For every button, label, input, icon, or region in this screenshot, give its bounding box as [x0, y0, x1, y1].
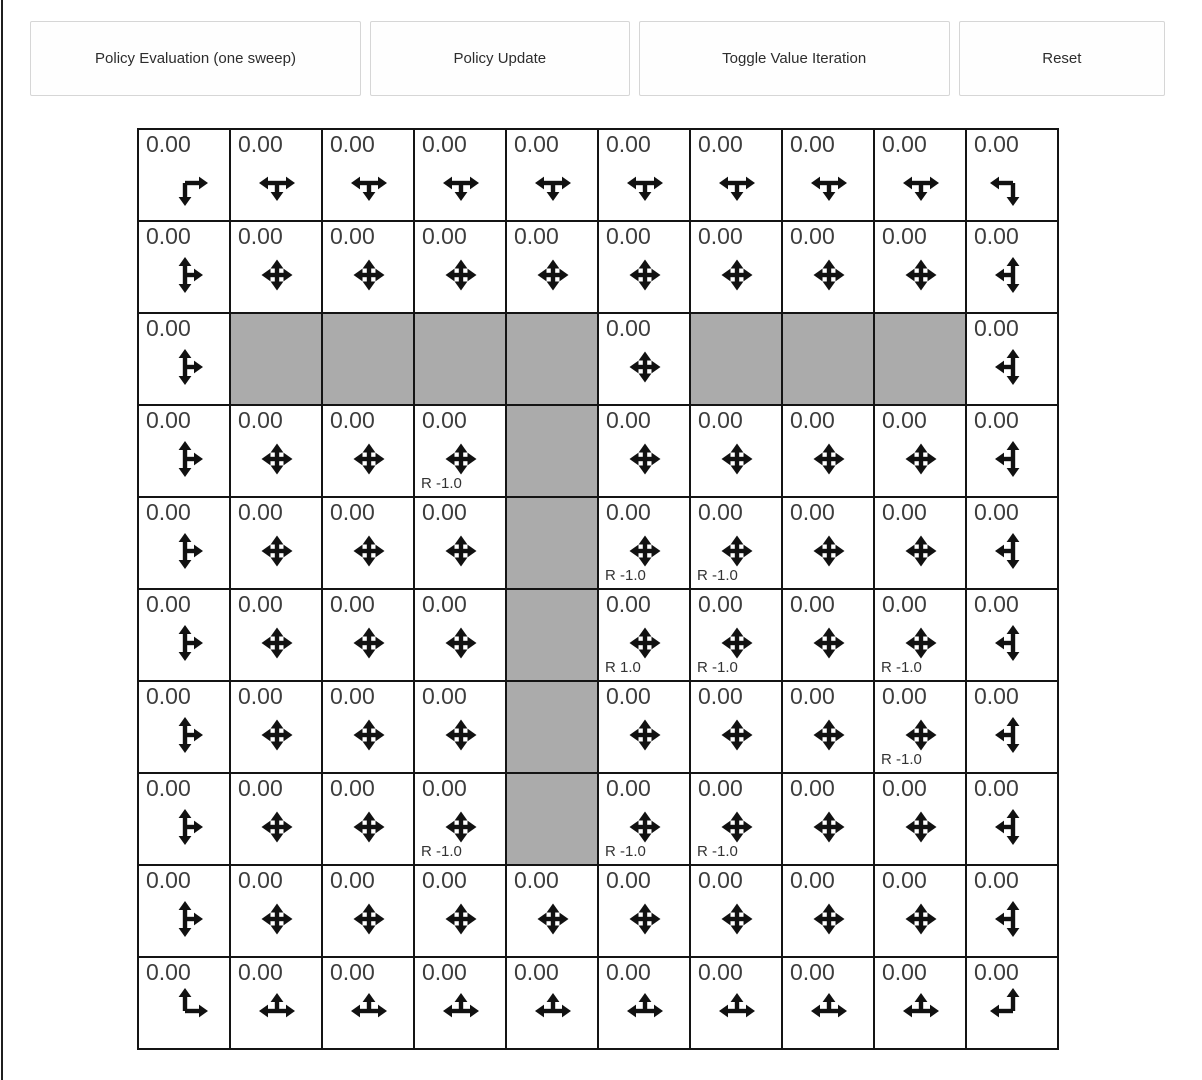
cell-value: 0.00 [514, 223, 559, 249]
policy-arrows-icon [431, 153, 491, 213]
grid-cell [874, 681, 966, 773]
cell-value: 0.00 [606, 591, 651, 617]
policy-arrows-icon [983, 981, 1043, 1041]
cell-value: 0.00 [514, 959, 559, 985]
policy-arrows-icon [155, 889, 215, 949]
policy-arrows-icon [339, 429, 399, 489]
cell-value: 0.00 [698, 407, 743, 433]
policy-arrows-icon [523, 889, 583, 949]
cell-value: 0.00 [146, 867, 191, 893]
cell-value: 0.00 [882, 867, 927, 893]
policy-arrows-icon [155, 153, 215, 213]
grid-cell [690, 957, 782, 1049]
cell-value: 0.00 [146, 315, 191, 341]
grid-cell [138, 129, 230, 221]
policy-arrows-icon [891, 797, 951, 857]
cell-value: 0.00 [422, 223, 467, 249]
policy-arrows-icon [339, 889, 399, 949]
grid-cell [966, 221, 1058, 313]
policy-arrows-icon [339, 613, 399, 673]
cell-value: 0.00 [238, 959, 283, 985]
cell-value: 0.00 [974, 591, 1019, 617]
policy-arrows-icon [523, 981, 583, 1041]
grid-cell [874, 589, 966, 681]
cell-value: 0.00 [422, 131, 467, 157]
policy-arrows-icon [155, 613, 215, 673]
cell-value: 0.00 [882, 591, 927, 617]
cell-value: 0.00 [238, 131, 283, 157]
grid-cell [782, 589, 874, 681]
cell-value: 0.00 [238, 591, 283, 617]
grid-cell [690, 681, 782, 773]
cell-value: 0.00 [606, 407, 651, 433]
policy-arrows-icon [339, 521, 399, 581]
policy-arrows-icon [247, 245, 307, 305]
grid-cell [690, 405, 782, 497]
cell-value: 0.00 [974, 315, 1019, 341]
cell-reward-label: R -1.0 [605, 843, 646, 860]
cell-value: 0.00 [330, 131, 375, 157]
toggle-value-iteration-button[interactable]: Toggle Value Iteration [639, 21, 950, 96]
grid-cell [598, 681, 690, 773]
grid-cell-wall [506, 589, 598, 681]
cell-value: 0.00 [882, 223, 927, 249]
grid-cell [414, 497, 506, 589]
policy-arrows-icon [891, 153, 951, 213]
grid-cell [782, 129, 874, 221]
policy-arrows-icon [431, 613, 491, 673]
grid-cell [966, 497, 1058, 589]
cell-value: 0.00 [146, 131, 191, 157]
cell-value: 0.00 [606, 499, 651, 525]
grid-cell-wall [506, 681, 598, 773]
grid-cell-wall [506, 313, 598, 405]
cell-reward-label: R 1.0 [605, 659, 641, 676]
policy-arrows-icon [799, 981, 859, 1041]
cell-value: 0.00 [790, 683, 835, 709]
policy-arrows-icon [891, 889, 951, 949]
grid-cell [966, 865, 1058, 957]
policy-arrows-icon [247, 429, 307, 489]
cell-value: 0.00 [974, 131, 1019, 157]
cell-value: 0.00 [882, 959, 927, 985]
grid-cell-wall [506, 405, 598, 497]
grid-cell [598, 129, 690, 221]
grid-cell [230, 681, 322, 773]
cell-value: 0.00 [238, 775, 283, 801]
grid-cell [782, 773, 874, 865]
policy-arrows-icon [891, 245, 951, 305]
cell-value: 0.00 [238, 683, 283, 709]
policy-arrows-icon [431, 981, 491, 1041]
grid-cell [506, 129, 598, 221]
policy-arrows-icon [155, 337, 215, 397]
cell-value: 0.00 [514, 867, 559, 893]
grid-cell [966, 681, 1058, 773]
policy-arrows-icon [523, 153, 583, 213]
cell-value: 0.00 [698, 959, 743, 985]
cell-reward-label: R -1.0 [881, 659, 922, 676]
policy-arrows-icon [799, 613, 859, 673]
cell-value: 0.00 [606, 223, 651, 249]
toolbar [30, 21, 1165, 96]
cell-value: 0.00 [790, 591, 835, 617]
policy-arrows-icon [615, 429, 675, 489]
cell-value: 0.00 [790, 775, 835, 801]
grid-cell [230, 773, 322, 865]
grid-cell [230, 865, 322, 957]
grid-cell [782, 957, 874, 1049]
grid-cell [322, 405, 414, 497]
cell-value: 0.00 [330, 223, 375, 249]
grid-cell [782, 221, 874, 313]
cell-reward-label: R -1.0 [605, 567, 646, 584]
cell-value: 0.00 [422, 775, 467, 801]
cell-value: 0.00 [146, 683, 191, 709]
policy-arrows-icon [983, 245, 1043, 305]
grid-cell [414, 221, 506, 313]
policy-arrows-icon [983, 797, 1043, 857]
grid-cell [322, 129, 414, 221]
policy-arrows-icon [799, 705, 859, 765]
cell-value: 0.00 [790, 867, 835, 893]
cell-reward-label: R -1.0 [697, 567, 738, 584]
grid-cell [138, 589, 230, 681]
policy-arrows-icon [155, 705, 215, 765]
cell-value: 0.00 [698, 591, 743, 617]
cell-value: 0.00 [330, 867, 375, 893]
grid-cell [966, 589, 1058, 681]
cell-value: 0.00 [790, 131, 835, 157]
grid-cell [598, 405, 690, 497]
policy-arrows-icon [155, 521, 215, 581]
policy-arrows-icon [247, 153, 307, 213]
window-edge-line [1, 0, 3, 1080]
cell-value: 0.00 [790, 499, 835, 525]
cell-value: 0.00 [422, 867, 467, 893]
grid-cell [782, 405, 874, 497]
grid-cell [414, 129, 506, 221]
grid-cell [690, 221, 782, 313]
grid-cell-wall [874, 313, 966, 405]
cell-value: 0.00 [698, 775, 743, 801]
cell-value: 0.00 [330, 407, 375, 433]
cell-reward-label: R -1.0 [697, 843, 738, 860]
cell-value: 0.00 [422, 959, 467, 985]
policy-arrows-icon [247, 613, 307, 673]
cell-value: 0.00 [698, 131, 743, 157]
policy-arrows-icon [707, 245, 767, 305]
cell-value: 0.00 [146, 499, 191, 525]
grid-cell [322, 221, 414, 313]
grid-cell [138, 313, 230, 405]
cell-value: 0.00 [606, 683, 651, 709]
grid-cell [874, 221, 966, 313]
grid-cell [782, 865, 874, 957]
grid-cell [966, 129, 1058, 221]
cell-value: 0.00 [514, 131, 559, 157]
cell-value: 0.00 [882, 131, 927, 157]
policy-arrows-icon [155, 429, 215, 489]
cell-value: 0.00 [330, 959, 375, 985]
grid-cell [138, 681, 230, 773]
grid-cell-wall [690, 313, 782, 405]
grid-cell [690, 497, 782, 589]
policy-arrows-icon [799, 429, 859, 489]
grid-cell [598, 957, 690, 1049]
grid-cell [138, 865, 230, 957]
grid-cell [322, 681, 414, 773]
grid-cell [966, 773, 1058, 865]
policy-arrows-icon [707, 705, 767, 765]
cell-value: 0.00 [790, 223, 835, 249]
cell-value: 0.00 [882, 407, 927, 433]
policy-arrows-icon [799, 889, 859, 949]
policy-arrows-icon [799, 153, 859, 213]
cell-value: 0.00 [422, 499, 467, 525]
policy-arrows-icon [247, 705, 307, 765]
grid-cell [322, 957, 414, 1049]
grid-cell-wall [782, 313, 874, 405]
grid-cell [230, 497, 322, 589]
grid-cell [230, 405, 322, 497]
grid-cell [138, 497, 230, 589]
cell-value: 0.00 [606, 315, 651, 341]
grid-cell [230, 957, 322, 1049]
policy-arrows-icon [247, 981, 307, 1041]
cell-value: 0.00 [146, 775, 191, 801]
policy-arrows-icon [983, 613, 1043, 673]
cell-value: 0.00 [606, 867, 651, 893]
policy-arrows-icon [615, 705, 675, 765]
grid-cell [598, 773, 690, 865]
cell-value: 0.00 [606, 775, 651, 801]
cell-value: 0.00 [974, 867, 1019, 893]
grid-cell [322, 497, 414, 589]
grid-cell [598, 313, 690, 405]
policy-arrows-icon [983, 337, 1043, 397]
policy-arrows-icon [431, 521, 491, 581]
grid-cell [874, 129, 966, 221]
cell-value: 0.00 [238, 407, 283, 433]
grid-cell-wall [414, 313, 506, 405]
cell-value: 0.00 [422, 683, 467, 709]
cell-value: 0.00 [238, 223, 283, 249]
grid-cell [414, 589, 506, 681]
policy-evaluation-button[interactable]: Policy Evaluation (one sweep) [30, 21, 361, 96]
grid-cell [598, 497, 690, 589]
grid-cell [322, 865, 414, 957]
gridworld [137, 128, 1059, 1050]
cell-value: 0.00 [330, 591, 375, 617]
policy-arrows-icon [431, 705, 491, 765]
grid-cell [230, 129, 322, 221]
grid-cell [138, 221, 230, 313]
policy-arrows-icon [891, 981, 951, 1041]
policy-arrows-icon [155, 981, 215, 1041]
cell-value: 0.00 [238, 499, 283, 525]
grid-cell [782, 497, 874, 589]
grid-cell [874, 497, 966, 589]
policy-arrows-icon [523, 245, 583, 305]
cell-value: 0.00 [422, 591, 467, 617]
cell-reward-label: R -1.0 [421, 843, 462, 860]
policy-arrows-icon [799, 797, 859, 857]
cell-value: 0.00 [698, 223, 743, 249]
policy-arrows-icon [339, 153, 399, 213]
cell-value: 0.00 [974, 959, 1019, 985]
reset-button[interactable]: Reset [959, 21, 1165, 96]
grid-cell [506, 221, 598, 313]
policy-arrows-icon [707, 153, 767, 213]
grid-cell [598, 865, 690, 957]
policy-arrows-icon [891, 521, 951, 581]
policy-arrows-icon [155, 245, 215, 305]
grid-cell-wall [322, 313, 414, 405]
cell-value: 0.00 [974, 407, 1019, 433]
policy-arrows-icon [983, 889, 1043, 949]
grid-cell [966, 313, 1058, 405]
grid-cell [598, 589, 690, 681]
cell-value: 0.00 [606, 131, 651, 157]
cell-value: 0.00 [422, 407, 467, 433]
policy-arrows-icon [615, 981, 675, 1041]
policy-arrows-icon [247, 889, 307, 949]
cell-value: 0.00 [974, 683, 1019, 709]
policy-arrows-icon [339, 705, 399, 765]
grid-cell [414, 773, 506, 865]
grid-cell [322, 589, 414, 681]
policy-arrows-icon [707, 429, 767, 489]
policy-arrows-icon [615, 153, 675, 213]
grid-cell [138, 957, 230, 1049]
grid-cell [690, 773, 782, 865]
grid-cell [230, 221, 322, 313]
policy-arrows-icon [155, 797, 215, 857]
cell-reward-label: R -1.0 [421, 475, 462, 492]
cell-value: 0.00 [882, 775, 927, 801]
policy-update-button[interactable]: Policy Update [370, 21, 630, 96]
grid-cell [138, 773, 230, 865]
policy-arrows-icon [707, 889, 767, 949]
grid-cell-wall [506, 773, 598, 865]
policy-arrows-icon [983, 429, 1043, 489]
cell-value: 0.00 [974, 775, 1019, 801]
cell-value: 0.00 [698, 867, 743, 893]
policy-arrows-icon [431, 245, 491, 305]
cell-value: 0.00 [790, 959, 835, 985]
cell-value: 0.00 [974, 499, 1019, 525]
grid-cell [690, 589, 782, 681]
policy-arrows-icon [247, 521, 307, 581]
cell-value: 0.00 [146, 959, 191, 985]
grid-cell [690, 865, 782, 957]
grid-cell [874, 865, 966, 957]
cell-reward-label: R -1.0 [697, 659, 738, 676]
policy-arrows-icon [983, 521, 1043, 581]
cell-value: 0.00 [974, 223, 1019, 249]
policy-arrows-icon [615, 889, 675, 949]
grid-cell [414, 865, 506, 957]
cell-value: 0.00 [238, 867, 283, 893]
cell-value: 0.00 [330, 683, 375, 709]
cell-value: 0.00 [698, 683, 743, 709]
grid-cell [598, 221, 690, 313]
cell-value: 0.00 [882, 683, 927, 709]
cell-value: 0.00 [698, 499, 743, 525]
cell-value: 0.00 [882, 499, 927, 525]
cell-value: 0.00 [146, 407, 191, 433]
cell-value: 0.00 [330, 775, 375, 801]
policy-arrows-icon [431, 889, 491, 949]
policy-arrows-icon [615, 337, 675, 397]
policy-arrows-icon [615, 245, 675, 305]
grid-cell [138, 405, 230, 497]
policy-arrows-icon [339, 797, 399, 857]
policy-arrows-icon [799, 245, 859, 305]
grid-cell [782, 681, 874, 773]
grid-cell [414, 405, 506, 497]
cell-reward-label: R -1.0 [881, 751, 922, 768]
policy-arrows-icon [339, 245, 399, 305]
grid-cell [322, 773, 414, 865]
cell-value: 0.00 [606, 959, 651, 985]
cell-value: 0.00 [146, 591, 191, 617]
grid-cell [506, 957, 598, 1049]
grid-cell [506, 865, 598, 957]
policy-arrows-icon [339, 981, 399, 1041]
policy-arrows-icon [891, 429, 951, 489]
grid-cell [414, 681, 506, 773]
policy-arrows-icon [983, 705, 1043, 765]
grid-cell [230, 589, 322, 681]
cell-value: 0.00 [146, 223, 191, 249]
grid-cell [874, 957, 966, 1049]
policy-arrows-icon [799, 521, 859, 581]
grid-cell [874, 773, 966, 865]
policy-arrows-icon [983, 153, 1043, 213]
grid-cell [414, 957, 506, 1049]
grid-cell [966, 405, 1058, 497]
cell-value: 0.00 [330, 499, 375, 525]
grid-cell [690, 129, 782, 221]
grid-cell [874, 405, 966, 497]
cell-value: 0.00 [790, 407, 835, 433]
grid-cell-wall [230, 313, 322, 405]
policy-arrows-icon [247, 797, 307, 857]
policy-arrows-icon [707, 981, 767, 1041]
grid-cell-wall [506, 497, 598, 589]
grid-cell [966, 957, 1058, 1049]
